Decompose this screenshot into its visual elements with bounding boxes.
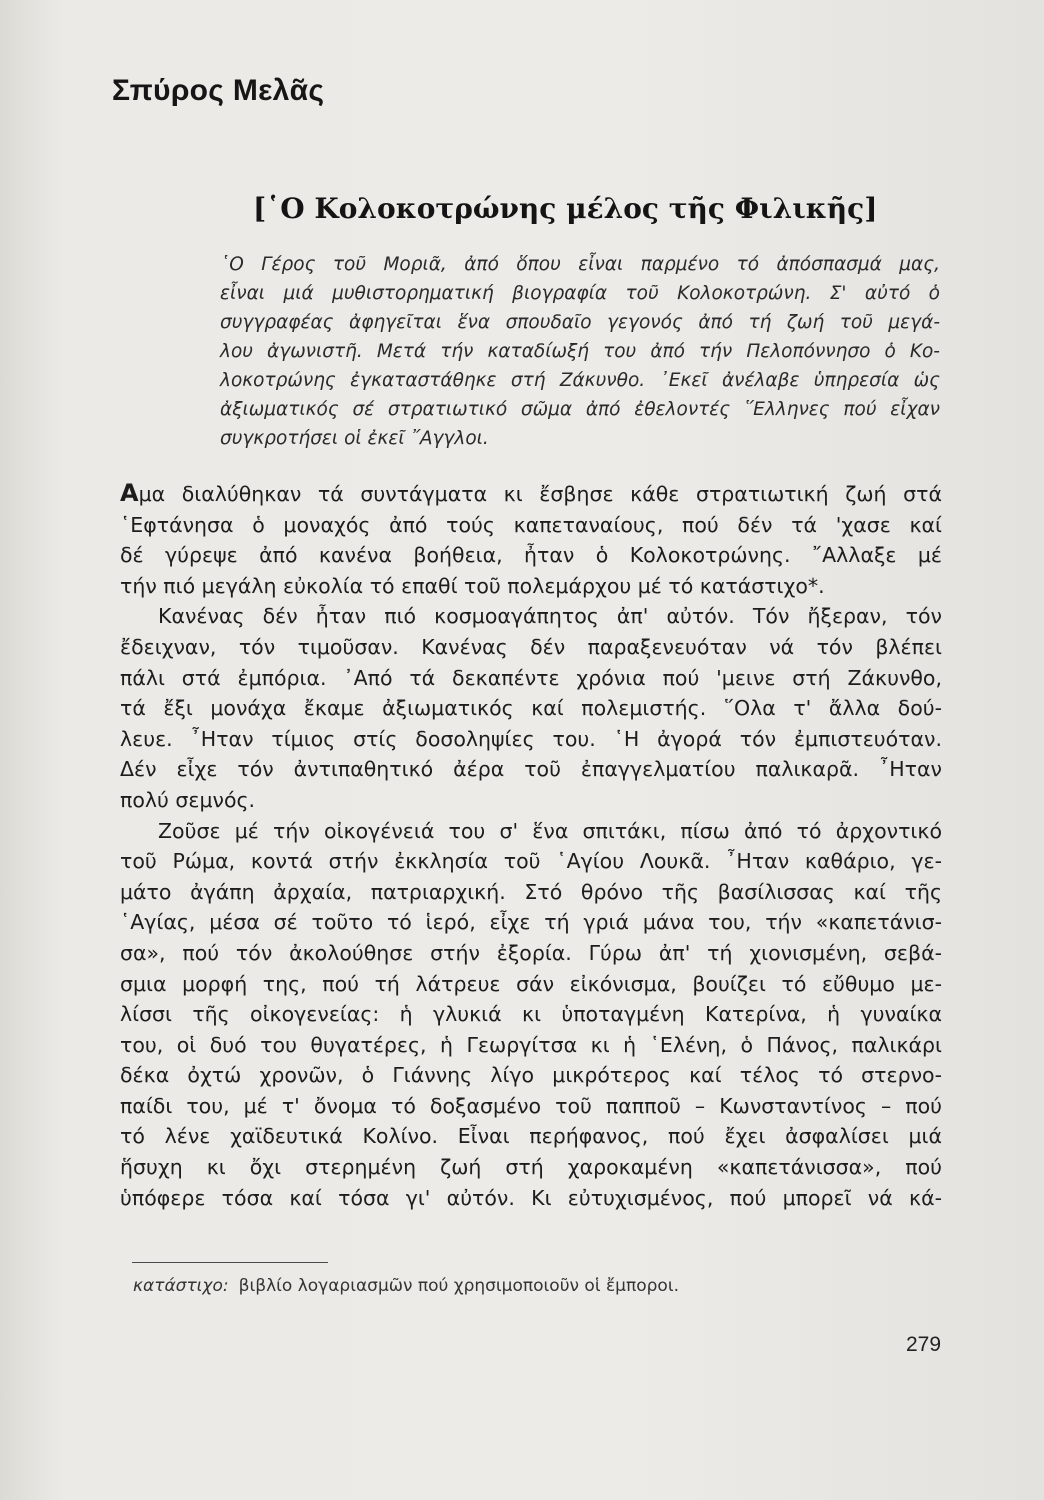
body-line: ἔδειχναν, τόν τιμοῦσαν. Κανένας δέν παραξενευόταν νά τόν βλέπει bbox=[120, 634, 942, 659]
intro-line: ῾Ο Γέρος τοῦ Μοριᾶ, ἀπό ὅπου εἶναι παρμένο τό ἀπόσπασμά μας, bbox=[220, 254, 940, 275]
body-line: πάλι στά ἐμπόρια. ᾿Από τά δεκαπέντε χρόνια πού 'μεινε στή Ζάκυνθο, bbox=[120, 665, 942, 690]
intro-line: συγγραφέας ἀφηγεῖται ἕνα σπουδαῖο γεγονός ἀπό τή ζωή τοῦ μεγά- bbox=[220, 312, 940, 333]
intro-note bbox=[220, 250, 940, 453]
body-line: δέ γύρεψε ἀπό κανένα βοήθεια, ἦταν ὁ Κολοκοτρώνης. ῎Αλλαξε μέ bbox=[120, 543, 942, 568]
body-line: τά ἔξι μονάχα ἔκαμε ἀξιωματικός καί πολεμιστής. ῞Ολα τ' ἄλλα δού- bbox=[120, 696, 942, 721]
body-line: ὑπόφερε τόσα καί τόσα γι' αὐτόν. Κι εὐτυχισμένος, πού μπορεῖ νά κά- bbox=[120, 1185, 942, 1210]
body-line: σα», πού τόν ἀκολούθησε στήν ἐξορία. Γύρω ἀπ' τή χιονισμένη, σεβά- bbox=[120, 940, 942, 965]
body-line: δέκα ὀχτώ χρονῶν, ὁ Γιάννης λίγο μικρότερος καί τέλος τό στερνο- bbox=[120, 1063, 942, 1088]
footnote-divider bbox=[132, 1262, 328, 1263]
body-line: μάτο ἀγάπη ἀρχαία, πατριαρχική. Στό θρόνο τῆς βασίλισσας καί τῆς bbox=[120, 879, 942, 904]
body-line: Ζοῦσε μέ τήν οἰκογένειά του σ' ἕνα σπιτάκι, πίσω ἀπό τό ἀρχοντικό bbox=[158, 818, 942, 843]
body-line: σμια μορφή της, πού τή λάτρευε σάν εἰκόνισμα, βουίζει τό εὔθυμο με- bbox=[120, 971, 942, 996]
body-line: Κανένας δέν ἦταν πιό κοσμοαγάπητος ἀπ' αὐτόν. Τόν ἤξεραν, τόν bbox=[158, 604, 942, 629]
page-number: 279 bbox=[906, 1333, 942, 1356]
body-line: του, οἱ δυό του θυγατέρες, ἡ Γεωργίτσα κι ἡ ῾Ελένη, ὁ Πάνος, παλικάρι bbox=[120, 1032, 942, 1057]
body-line: λίσσι τῆς οἰκογενείας: ἡ γλυκιά κι ὑποταγμένη Κατερίνα, ἡ γυναίκα bbox=[120, 1002, 942, 1027]
intro-line: λοκοτρώνης ἐγκαταστάθηκε στή Ζάκυνθο. ᾿Εκεῖ ἀνέλαβε ὑπηρεσία ὡς bbox=[220, 370, 940, 391]
main-text bbox=[120, 478, 942, 1213]
footnote bbox=[133, 1276, 679, 1296]
drop-cap: Α bbox=[120, 479, 139, 507]
footnote-term: κατάστιχο: bbox=[133, 1276, 229, 1296]
body-line: τοῦ Ρώμα, κοντά στήν ἐκκλησία τοῦ ῾Αγίου Λουκᾶ. ῏Ηταν καθάριο, γε- bbox=[120, 849, 942, 874]
body-line: ῾Αγίας, μέσα σέ τοῦτο τό ἱερό, εἶχε τή γριά μάνα του, τήν «καπετάνισ- bbox=[120, 910, 942, 935]
chapter-title: [῾Ο Κολοκοτρώνης μέλος τῆς Φιλικῆς] bbox=[253, 192, 878, 225]
body-line: ῾Εφτάνησα ὁ μοναχός ἀπό τούς καπεταναίους, πού δέν τά 'χασε καί bbox=[120, 512, 942, 537]
body-line: πολύ σεμνός. bbox=[120, 787, 256, 812]
body-line-first bbox=[120, 478, 942, 510]
body-line: παίδι του, μέ τ' ὄνομα τό δοξασμένο τοῦ παπποῦ – Κωνσταντίνος – πού bbox=[120, 1093, 942, 1118]
intro-line: λου ἀγωνιστῆ. Μετά τήν καταδίωξή του ἀπό τήν Πελοπόννησο ὁ Κο- bbox=[220, 341, 940, 362]
first-line-text: μα διαλύθηκαν τά συντάγματα κι ἔσβησε κάθε στρατιωτική ζωή στά bbox=[138, 482, 942, 506]
author-name: Σπύρος Μελᾶς bbox=[112, 74, 325, 107]
intro-line: ἀξιωματικός σέ στρατιωτικό σῶμα ἀπό ἐθελοντές ῞Ελληνες πού εἶχαν bbox=[220, 399, 940, 420]
intro-line: εἶναι μιά μυθιστορηματική βιογραφία τοῦ Κολοκοτρώνη. Σ' αὐτό ὁ bbox=[220, 283, 940, 304]
body-line: λευε. ῏Ηταν τίμιος στίς δοσοληψίες του. ῾Η ἀγορά τόν ἐμπιστευόταν. bbox=[120, 726, 942, 751]
footnote-definition: βιβλίο λογαριασμῶν πού χρησιμοποιοῦν οἱ ἔμποροι. bbox=[238, 1276, 679, 1296]
body-line: ἥσυχη κι ὄχι στερημένη ζωή στή χαροκαμένη «καπετάνισσα», πού bbox=[120, 1155, 942, 1180]
body-line: Δέν εἶχε τόν ἀντιπαθητικό ἀέρα τοῦ ἐπαγγελματίου παλικαρᾶ. ῏Ηταν bbox=[120, 757, 942, 782]
intro-line: συγκροτήσει οἱ ἐκεῖ ῎Αγγλοι. bbox=[220, 428, 489, 449]
body-line: τό λένε χαϊδευτικά Κολίνο. Εἶναι περήφανος, πού ἔχει ἀσφαλίσει μιά bbox=[120, 1124, 942, 1149]
body-line: τήν πιό μεγάλη εὐκολία τό επαθί τοῦ πολεμάρχου μέ τό κατάστιχο*. bbox=[120, 573, 825, 598]
